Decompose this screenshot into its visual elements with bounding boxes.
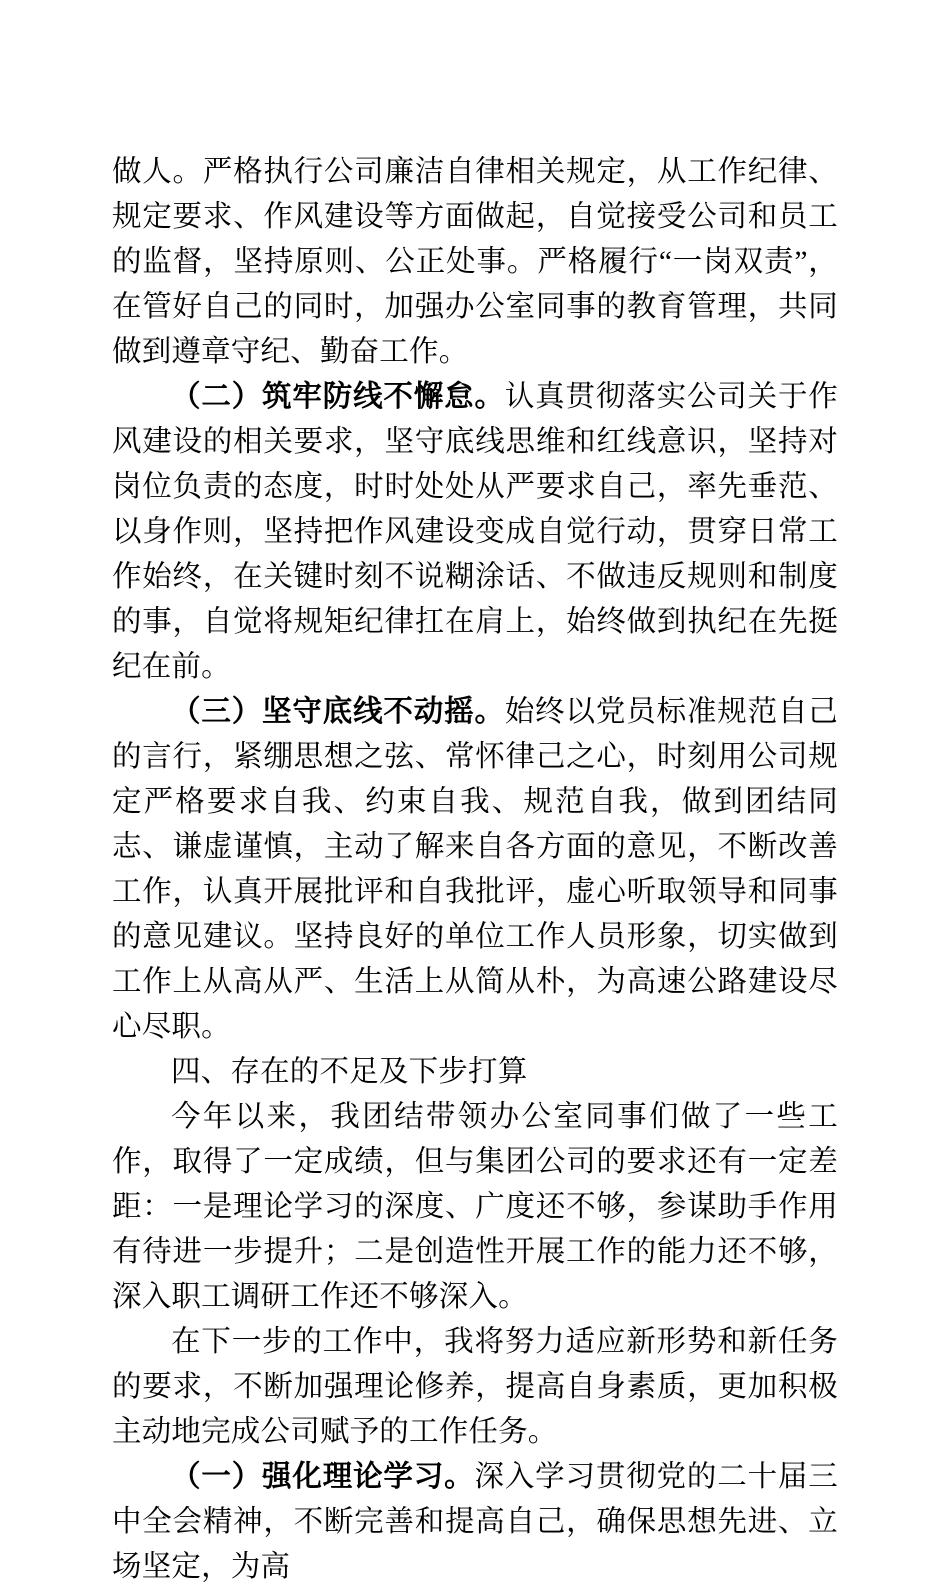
paragraph-2-heading: （二）筑牢防线不懈怠。 <box>171 381 505 413</box>
paragraph-3-heading: （三）坚守底线不动摇。 <box>171 696 505 728</box>
paragraph-2 <box>112 375 838 690</box>
paragraph-3-text: 始终以党员标准规范自己的言行，紧绷思想之弦、常怀律己之心，时刻用公司规定严格要求自我、约束自我、规范自我，做到团结同志、谦虚谨慎，主动了解来自各方面的意见，不断改善工作，认真开展批评和自我批评，虚心听取领导和同事的意见建议。坚持良好的单位工作人员形象，切实做到工作上从高从严、生活上从简从朴，为高速公路建设尽心尽职。 <box>112 696 839 1043</box>
paragraph-7-heading: （一）强化理论学习。 <box>171 1461 475 1493</box>
paragraph-6-text: 在下一步的工作中，我将努力适应新形势和新任务的要求，不断加强理论修养，提高自身素质，更加积极主动地完成公司赋予的工作任务。 <box>112 1326 838 1448</box>
paragraph-5 <box>112 1095 838 1320</box>
paragraph-7 <box>112 1455 838 1590</box>
document-body <box>112 150 838 1590</box>
paragraph-6 <box>112 1320 838 1455</box>
paragraph-1 <box>112 150 838 375</box>
paragraph-3 <box>112 690 838 1050</box>
paragraph-5-text: 今年以来，我团结带领办公室同事们做了一些工作，取得了一定成绩，但与集团公司的要求还有一定差距：一是理论学习的深度、广度还不够，参谋助手作用有待进一步提升；二是创造性开展工作的能力还不够，深入职工调研工作还不够深入。 <box>112 1101 838 1313</box>
section-heading-four <box>112 1050 838 1095</box>
paragraph-1-text: 做人。严格执行公司廉洁自律相关规定，从工作纪律、规定要求、作风建设等方面做起，自觉接受公司和员工的监督，坚持原则、公正处事。严格履行“一岗双责”，在管好自己的同时，加强办公室同事的教育管理，共同做到遵章守纪、勤奋工作。 <box>112 156 838 368</box>
paragraph-2-text: 认真贯彻落实公司关于作风建设的相关要求，坚守底线思维和红线意识，坚持对岗位负责的态度，时时处处从严要求自己，率先垂范、以身作则，坚持把作风建设变成自觉行动，贯穿日常工作始终，在关键时刻不说糊涂话、不做违反规则和制度的事，自觉将规矩纪律扛在肩上，始终做到执纪在先挺纪在前。 <box>112 381 839 683</box>
paragraph-7-text: 深入学习贯彻党的二十届三中全会精神，不断完善和提高自己，确保思想先进、立场坚定，为高 <box>112 1461 838 1583</box>
section-heading-four-text: 四、存在的不足及下步打算 <box>171 1056 528 1088</box>
